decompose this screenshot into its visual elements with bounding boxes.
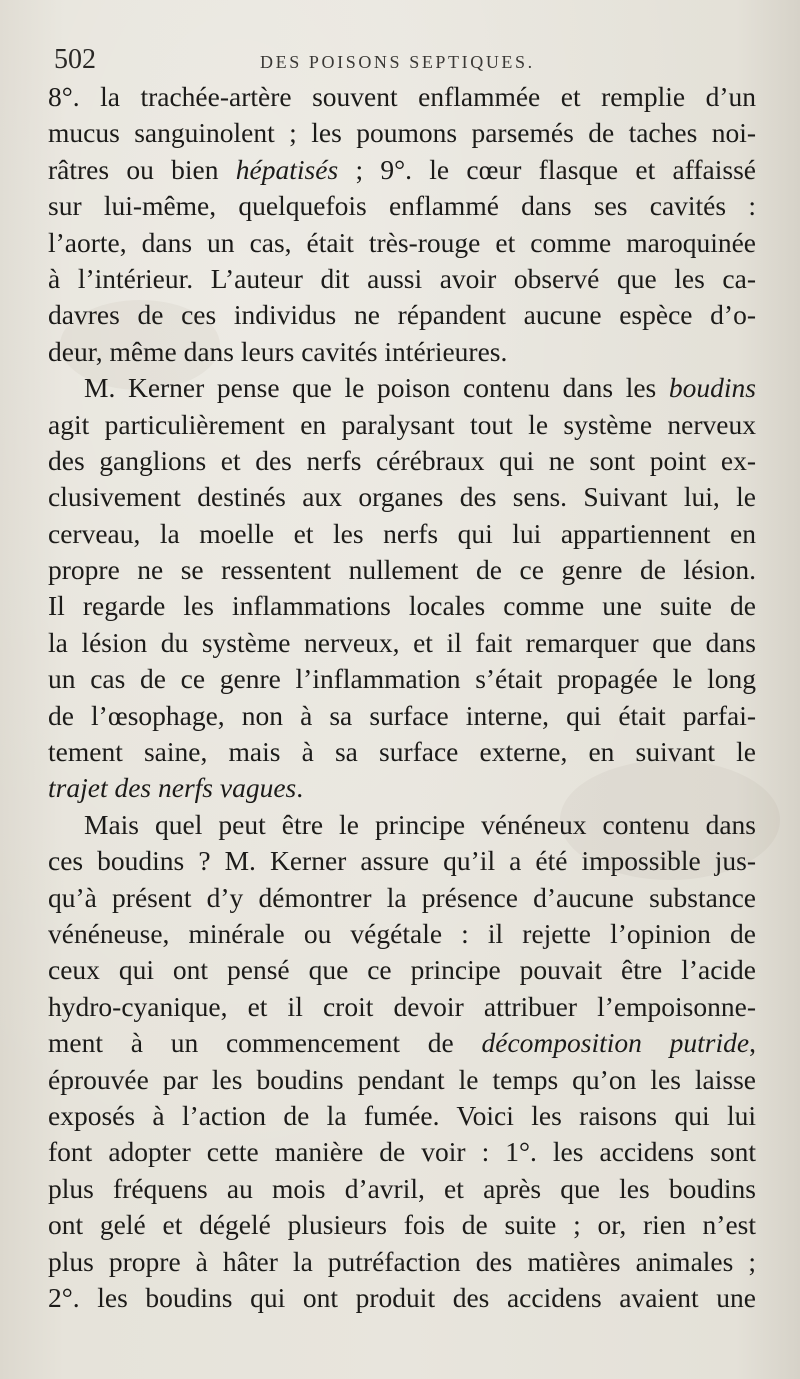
text-segment: Il regarde les inflammations locales comme une suite de <box>48 590 756 622</box>
italic-segment: hépatisés <box>235 153 339 185</box>
text-line <box>48 770 756 806</box>
text-line <box>48 552 756 588</box>
text-segment: la lésion du système nerveux, et il fait remarquer que dans <box>48 626 756 658</box>
text-segment: plus propre à hâter la putréfaction des matières animales ; <box>48 1245 756 1277</box>
text-line <box>48 1207 756 1243</box>
text-segment: ; 9°. le cœur flasque et affaissé <box>338 153 756 185</box>
text-segment: à l’intérieur. L’auteur dit aussi avoir observé que les ca- <box>48 262 756 294</box>
text-line <box>48 880 756 916</box>
text-segment: hydro-cyanique, et il croit devoir attribuer l’empoisonne- <box>48 990 756 1022</box>
text-segment: ment à un commencement de <box>48 1027 482 1059</box>
text-segment: un cas de ce genre l’inflammation s’était propagée le long <box>48 663 756 695</box>
text-line <box>48 370 756 406</box>
text-segment: l’aorte, dans un cas, était très-rouge et comme maroquinée <box>48 226 756 258</box>
text-segment: ceux qui ont pensé que ce principe pouvait être l’acide <box>48 954 756 986</box>
text-line <box>48 734 756 770</box>
text-segment: râtres ou bien <box>48 153 236 185</box>
italic-segment: décomposition putride <box>481 1027 750 1059</box>
text-line <box>48 407 756 443</box>
text-line <box>48 516 756 552</box>
text-segment: exposés à l’action de la fumée. Voici les raisons qui lui <box>48 1099 756 1131</box>
page-number: 502 <box>54 44 96 75</box>
text-segment: 2°. les boudins qui ont produit des accidens avaient une <box>48 1281 756 1313</box>
text-segment: tement saine, mais à sa surface externe, en suivant le <box>48 736 756 768</box>
text-line <box>48 261 756 297</box>
text-line <box>48 188 756 224</box>
text-line <box>48 334 756 370</box>
text-line <box>48 152 756 188</box>
text-line <box>48 79 756 115</box>
text-line <box>48 115 756 151</box>
text-segment: des ganglions et des nerfs cérébraux qui ne sont point ex- <box>48 444 756 476</box>
text-line <box>48 479 756 515</box>
text-segment: mucus sanguinolent ; les poumons parsemés de taches noi- <box>48 117 756 149</box>
text-line <box>48 625 756 661</box>
text-segment: ont gelé et dégelé plusieurs fois de suite ; or, rien n’est <box>48 1209 756 1241</box>
text-line <box>48 1171 756 1207</box>
italic-segment: trajet des nerfs vagues <box>48 772 297 804</box>
text-segment: agit particulièrement en paralysant tout le système nerveux <box>48 408 756 440</box>
text-line <box>48 1062 756 1098</box>
text-segment: ces boudins ? M. Kerner assure qu’il a été impossible jus- <box>48 845 756 877</box>
text-segment: éprouvée par les boudins pendant le temps qu’on les laisse <box>48 1063 756 1095</box>
text-line <box>48 297 756 333</box>
text-segment: deur, même dans leurs cavités intérieures. <box>48 335 508 367</box>
text-line <box>48 1134 756 1170</box>
text-line <box>48 807 756 843</box>
text-segment: cerveau, la moelle et les nerfs qui lui appartiennent en <box>48 517 756 549</box>
text-segment: , <box>749 1027 756 1059</box>
page-header <box>50 40 760 80</box>
text-line <box>48 443 756 479</box>
text-segment: vénéneuse, minérale ou végétale : il rejette l’opinion de <box>48 917 756 949</box>
text-segment: clusivement destinés aux organes des sens. Suivant lui, le <box>48 481 756 513</box>
text-segment: sur lui-même, quelquefois enflammé dans ses cavités : <box>48 190 756 222</box>
italic-segment: boudins <box>668 372 756 404</box>
running-head: DES POISONS SEPTIQUES. <box>260 52 535 72</box>
text-line <box>48 916 756 952</box>
text-line <box>48 1025 756 1061</box>
text-line <box>48 989 756 1025</box>
text-segment: . <box>296 772 304 804</box>
text-line <box>48 588 756 624</box>
text-segment: qu’à présent d’y démontrer la présence d’aucune substance <box>48 881 756 913</box>
text-segment: de l’œsophage, non à sa surface interne, qui était parfai- <box>48 699 756 731</box>
text-line <box>48 1244 756 1280</box>
text-segment: davres de ces individus ne répandent aucune espèce d’o- <box>48 299 756 331</box>
text-segment: 8°. la trachée-artère souvent enflammée et remplie d’un <box>48 81 756 112</box>
text-line <box>48 1098 756 1134</box>
body-text <box>48 79 756 1316</box>
text-line <box>48 952 756 988</box>
text-segment: propre ne se ressentent nullement de ce genre de lésion. <box>48 554 756 586</box>
text-segment: plus fréquens au mois d’avril, et après que les boudins <box>48 1172 756 1204</box>
text-line <box>48 698 756 734</box>
text-line <box>48 843 756 879</box>
text-line <box>48 661 756 697</box>
text-segment: M. Kerner pense que le poison contenu dans les <box>84 372 669 404</box>
text-line <box>48 225 756 261</box>
text-line <box>48 1280 756 1316</box>
text-segment: font adopter cette manière de voir : 1°. les accidens sont <box>48 1136 756 1168</box>
text-segment: Mais quel peut être le principe vénéneux contenu dans <box>84 808 756 840</box>
